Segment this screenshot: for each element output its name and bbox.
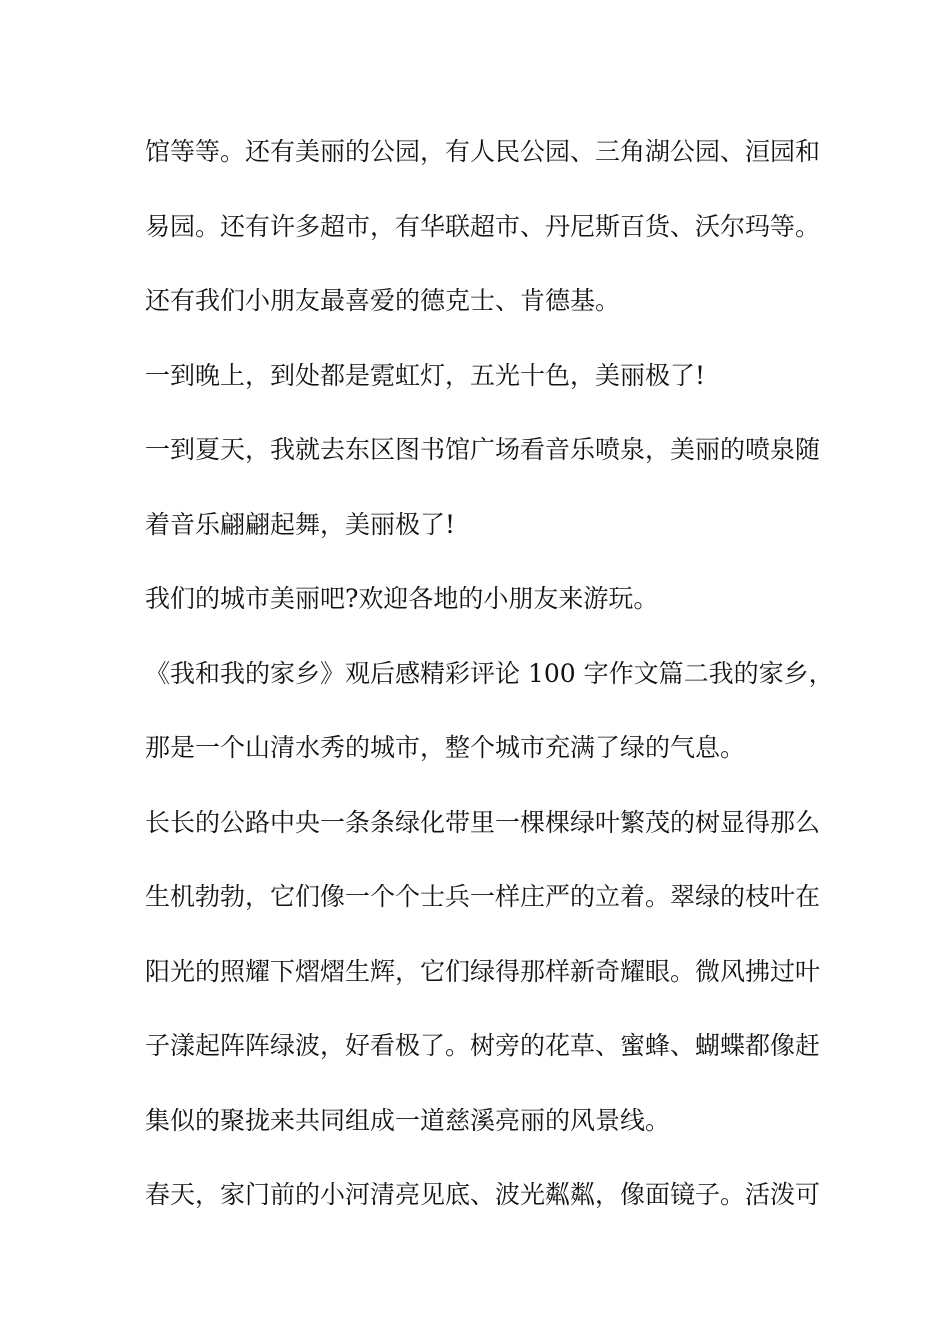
text-line: 还有我们小朋友最喜爱的德克士、肯德基。 <box>145 286 621 315</box>
text-line: 春天，家门前的小河清亮见底、波光粼粼，像面镜子。活泼可 <box>145 1180 821 1209</box>
text-line: 一到夏天，我就去东区图书馆广场看音乐喷泉，美丽的喷泉随 <box>145 435 821 464</box>
text-line: 着音乐翩翩起舞，美丽极了! <box>145 510 456 539</box>
text-line: 易园。还有许多超市，有华联超市、丹尼斯百货、沃尔玛等。 <box>145 212 821 241</box>
text-line: 我们的城市美丽吧?欢迎各地的小朋友来游玩。 <box>145 584 659 613</box>
text-line: 子漾起阵阵绿波，好看极了。树旁的花草、蜜蜂、蝴蝶都像赶 <box>145 1031 821 1060</box>
text-line: 那是一个山清水秀的城市，整个城市充满了绿的气息。 <box>145 733 746 762</box>
text-line: 生机勃勃，它们像一个个士兵一样庄严的立着。翠绿的枝叶在 <box>145 882 821 911</box>
text-line: 长长的公路中央一条条绿化带里一棵棵绿叶繁茂的树显得那么 <box>145 808 821 837</box>
text-line: 阳光的照耀下熠熠生辉，它们绿得那样新奇耀眼。微风拂过叶 <box>145 957 821 986</box>
text-line: 《我和我的家乡》观后感精彩评论 100 字作文篇二我的家乡， <box>145 659 834 688</box>
text-line: 集似的聚拢来共同组成一道慈溪亮丽的风景线。 <box>145 1106 671 1135</box>
text-line: 馆等等。还有美丽的公园，有人民公园、三角湖公园、洹园和 <box>145 137 821 166</box>
text-line: 一到晚上，到处都是霓虹灯，五光十色，美丽极了! <box>145 361 706 390</box>
